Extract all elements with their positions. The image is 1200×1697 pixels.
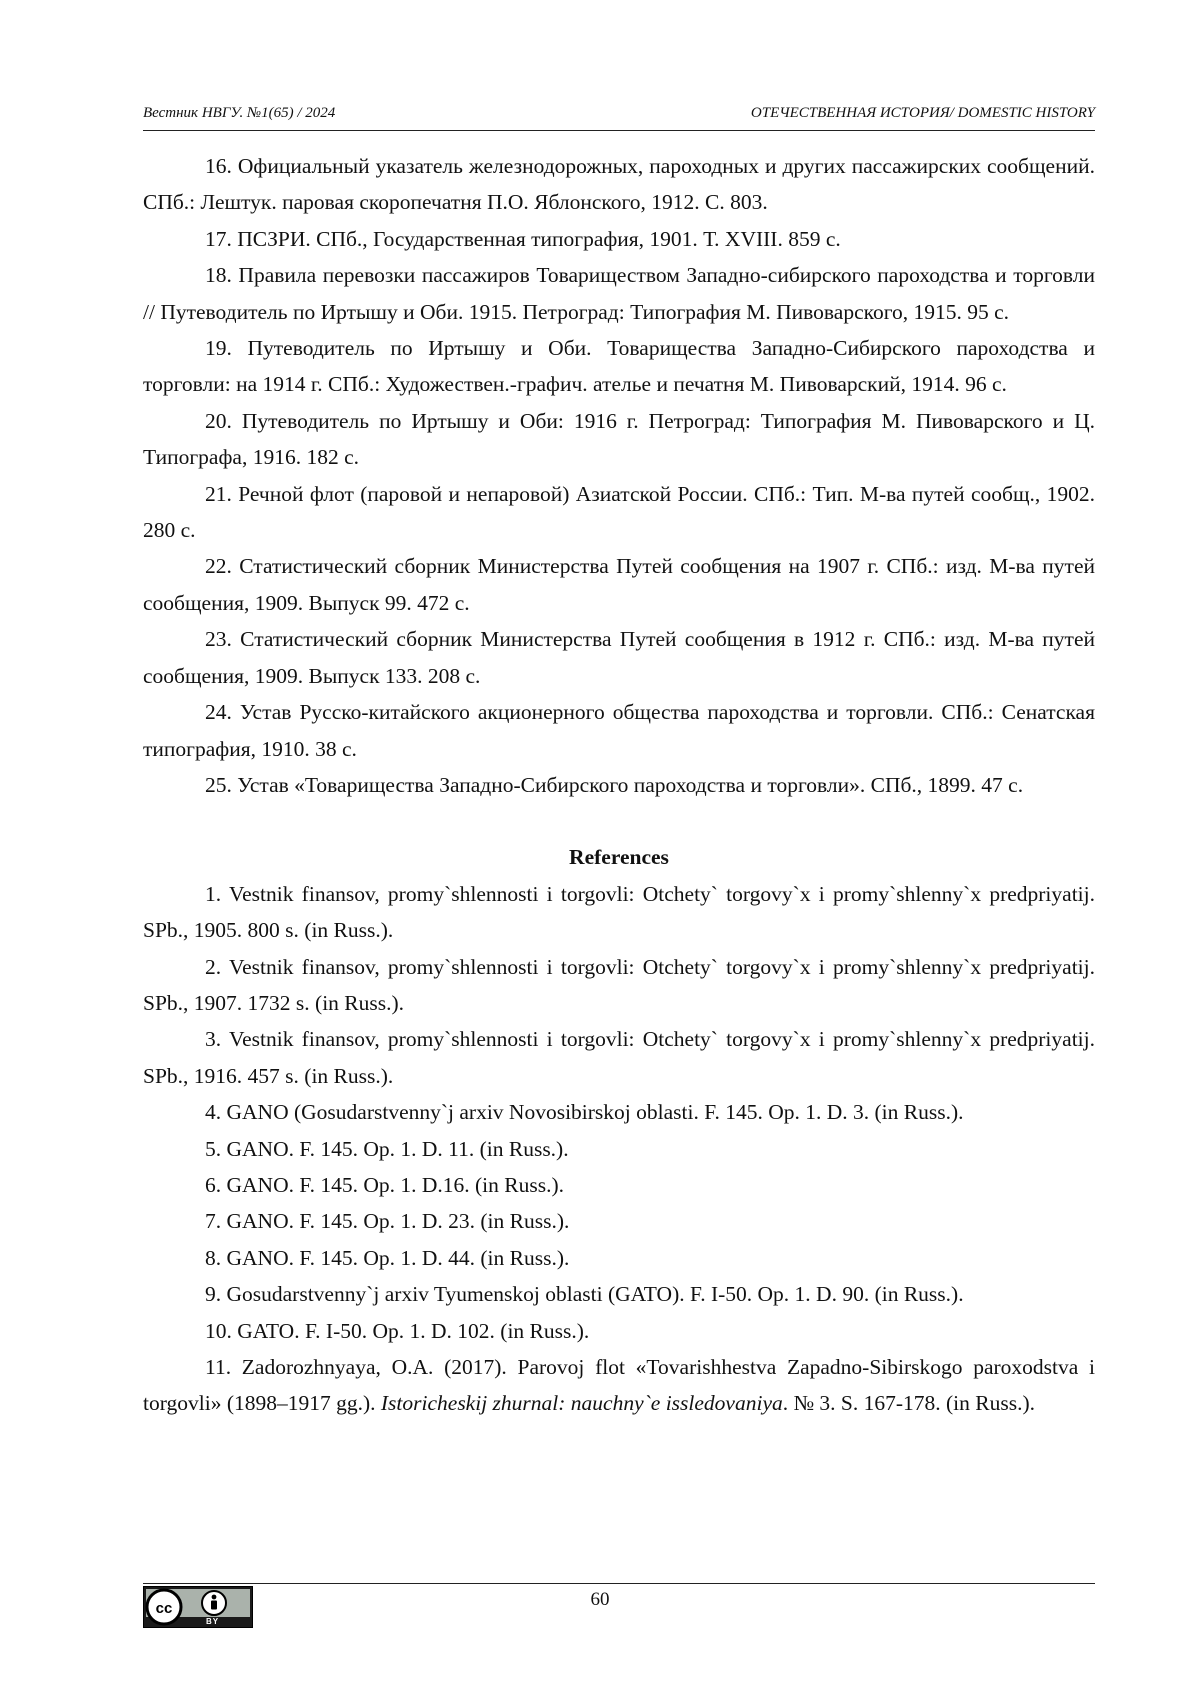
source-entry: 25. Устав «Товарищества Западно-Сибирского пароходства и торговли». СПб., 1899. 47 с. xyxy=(205,772,1024,797)
reference-text: 11. Zadorozhnyaya, O.A. (2017). Parovoj flot «Tovarishhestva Zapadno-Sibirskogo paroxodstva i torgovli» (1898–1917 gg.). xyxy=(143,1355,1095,1416)
source-entry: 24. Устав Русско-китайского акционерного общества пароходства и торговли. СПб.: Сенатская типография, 1910. 38 с. xyxy=(143,700,1095,761)
svg-text:cc: cc xyxy=(155,1600,173,1617)
reference-entry: 4. GANO (Gosudarstvenny`j arxiv Novosibirskoj oblasti. F. 145. Op. 1. D. 3. (in Russ.). xyxy=(205,1100,964,1125)
source-entry: 20. Путеводитель по Иртышу и Оби: 1916 г. Петроград: Типография М. Пивоварского и Ц. Типографа, 1916. 182 с. xyxy=(143,408,1095,470)
source-entry: 19. Путеводитель по Иртышу и Оби. Товарищества Западно-Сибирского пароходства и торговли: на 1914 г. СПб.: Художествен.-графич. ателье и печатня М. Пивоварский, 1914. 96 с. xyxy=(143,336,1095,397)
reference-entry: 6. GANO. F. 145. Op. 1. D.16. (in Russ.). xyxy=(205,1172,565,1197)
reference-entry: 10. GATO. F. I-50. Op. 1. D. 102. (in Russ.). xyxy=(205,1318,590,1343)
reference-entry: 8. GANO. F. 145. Op. 1. D. 44. (in Russ.). xyxy=(205,1245,570,1270)
source-entry: 17. ПСЗРИ. СПб., Государственная типография, 1901. Т. XVIII. 859 с. xyxy=(205,226,841,251)
bibliography xyxy=(143,148,1095,1422)
reference-text: . № 3. S. 167-178. (in Russ.). xyxy=(782,1391,1035,1416)
reference-entry: 5. GANO. F. 145. Op. 1. D. 11. (in Russ.). xyxy=(205,1136,569,1161)
source-entry: 22. Статистический сборник Министерства Путей сообщения на 1907 г. СПб.: изд. М-ва путей сообщения, 1909. Выпуск 99. 472 с. xyxy=(143,554,1095,615)
reference-entry: 2. Vestnik finansov, promy`shlennosti i torgovli: Otchety` torgovy`x i promy`shlenny`x predpriyatij. SPb., 1907. 1732 s. (in Russ.). xyxy=(143,954,1095,1015)
footer-rule xyxy=(143,1583,1095,1584)
page-number: 60 xyxy=(590,1589,610,1610)
references-heading: References xyxy=(569,845,669,870)
reference-entry: 9. Gosudarstvenny`j arxiv Tyumenskoj oblasti (GATO). F. I-50. Op. 1. D. 90. (in Russ.). xyxy=(205,1282,964,1307)
running-header xyxy=(143,102,1095,131)
source-entry: 23. Статистический сборник Министерства Путей сообщения в 1912 г. СПб.: изд. М-ва путей сообщения, 1909. Выпуск 133. 208 с. xyxy=(143,627,1095,688)
source-entry: 18. Правила перевозки пассажиров Товариществом Западно-сибирского пароходства и торговли // Путеводитель по Иртышу и Оби. 1915. Петроград: Типография М. Пивоварского, 1915. 95 с. xyxy=(143,263,1095,324)
reference-entry: 7. GANO. F. 145. Op. 1. D. 23. (in Russ.). xyxy=(205,1209,570,1234)
reference-entry xyxy=(143,1349,1095,1422)
source-entry: 21. Речной флот (паровой и непаровой) Азиатской России. СПб.: Тип. М-ва путей сообщ., 1902. 280 с. xyxy=(143,481,1095,543)
source-entry: 16. Официальный указатель железнодорожных, пароходных и других пассажирских сообщений. СПб.: Лештук. паровая скоропечатня П.О. Яблонского, 1912. С. 803. xyxy=(143,154,1095,215)
section-name: ОТЕЧЕСТВЕННАЯ ИСТОРИЯ/ DOMESTIC HISTORY xyxy=(750,105,1095,121)
journal-title: Istoricheskij zhurnal: nauchny`e issledovaniya xyxy=(380,1391,783,1416)
reference-entry: 1. Vestnik finansov, promy`shlennosti i torgovli: Otchety` torgovy`x i promy`shlenny`x predpriyatij. SPb., 1905. 800 s. (in Russ.). xyxy=(143,881,1095,943)
badge-label: BY xyxy=(206,1617,220,1626)
journal-issue: Вестник НВГУ. №1(65) / 2024 xyxy=(143,105,336,121)
reference-entry: 3. Vestnik finansov, promy`shlennosti i torgovli: Otchety` torgovy`x i promy`shlenny`x predpriyatij. SPb., 1916. 457 s. (in Russ.). xyxy=(143,1027,1095,1088)
